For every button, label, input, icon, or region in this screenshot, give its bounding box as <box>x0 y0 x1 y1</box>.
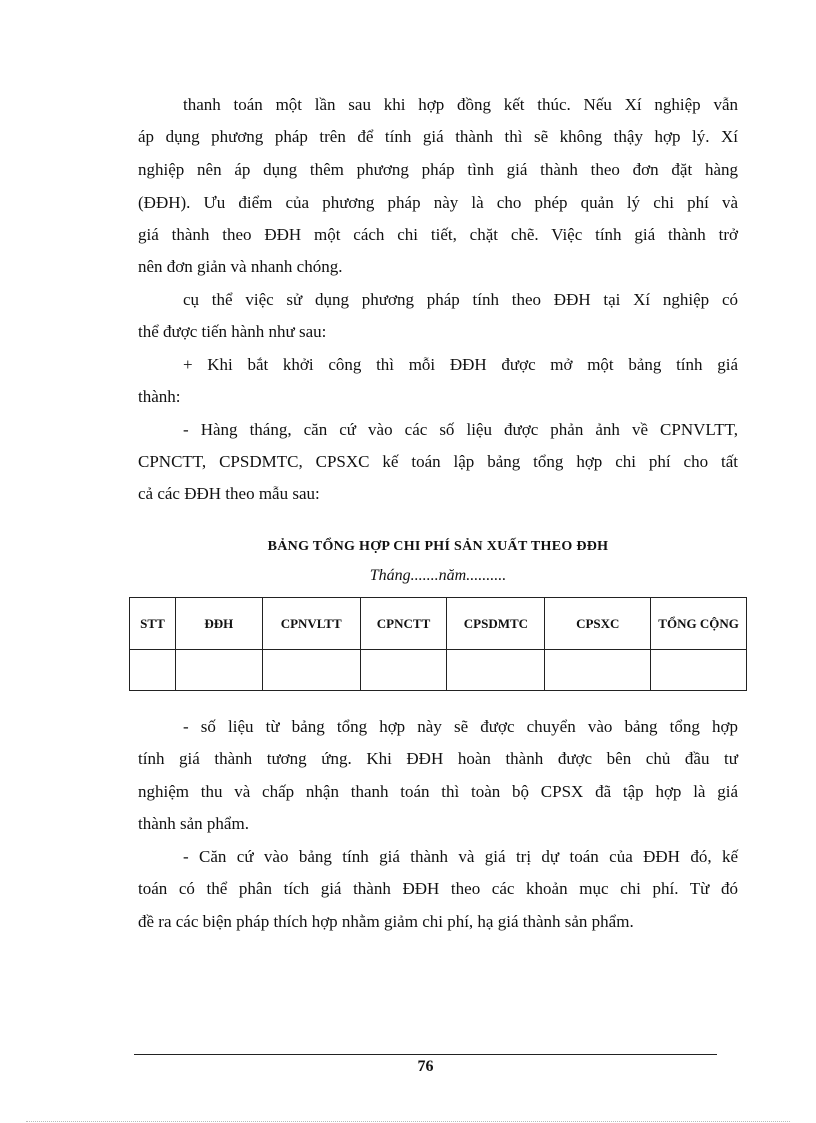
footer-rule <box>134 1054 717 1055</box>
text-line: thể được tiến hành như sau: <box>138 322 327 341</box>
text-line: (ĐĐH). Ưu điểm của phương pháp này là cho phép quản lý chi phí và <box>138 193 738 212</box>
table-cell <box>130 650 176 691</box>
table-cell <box>262 650 360 691</box>
header-cpnctt: CPNCTT <box>360 598 447 650</box>
header-cpnvltt: CPNVLTT <box>262 598 360 650</box>
text-line: CPNCTT, CPSDMTC, CPSXC kế toán lập bảng tổng hợp chi phí cho tất <box>138 452 738 471</box>
text-line: toán có thể phân tích giá thành ĐĐH theo các khoản mục chi phí. Từ đó <box>138 879 738 898</box>
text-line: thành sản phẩm. <box>138 814 249 833</box>
text-line: nên đơn giản và nhanh chóng. <box>138 257 343 276</box>
text-line: - Hàng tháng, căn cứ vào các số liệu được phản ảnh về CPNVLTT, <box>183 420 738 439</box>
text-line: - số liệu từ bảng tổng hợp này sẽ được chuyển vào bảng tổng hợp <box>183 717 738 736</box>
header-stt: STT <box>130 598 176 650</box>
text-line: - Căn cứ vào bảng tính giá thành và giá trị dự toán của ĐĐH đó, kế <box>183 847 738 866</box>
text-line: giá thành theo ĐĐH một cách chi tiết, chặt chẽ. Việc tính giá thành trở <box>138 225 738 244</box>
table-title: BẢNG TỔNG HỢP CHI PHÍ SẢN XUẤT THEO ĐĐH <box>267 539 609 554</box>
table-row <box>130 650 747 691</box>
header-cpsdmtc: CPSDMTC <box>447 598 545 650</box>
table-cell <box>651 650 747 691</box>
page-number: 76 <box>417 1058 434 1075</box>
text-line: cả các ĐĐH theo mẫu sau: <box>138 484 320 503</box>
table-cell <box>360 650 447 691</box>
text-line: nghiệp nên áp dụng thêm phương pháp tình giá thành theo đơn đặt hàng <box>138 160 738 179</box>
table-subtitle: Tháng.......năm.......... <box>369 567 507 584</box>
text-line: đề ra các biện pháp thích hợp nhằm giảm chi phí, hạ giá thành sản phẩm. <box>138 912 634 931</box>
header-cpsxc: CPSXC <box>545 598 651 650</box>
table-cell <box>447 650 545 691</box>
header-ddh: ĐĐH <box>175 598 262 650</box>
text-line: cụ thể việc sử dụng phương pháp tính theo ĐĐH tại Xí nghiệp có <box>183 290 738 309</box>
text-line: thanh toán một lần sau khi hợp đồng kết thúc. Nếu Xí nghiệp vẫn <box>183 95 738 114</box>
table-header-row <box>130 598 747 650</box>
table-cell <box>175 650 262 691</box>
text-line: + Khi bắt khởi công thì mỗi ĐĐH được mở một bảng tính giá <box>183 355 738 374</box>
text-line: nghiệm thu và chấp nhận thanh toán thì toàn bộ CPSX đã tập hợp là giá <box>138 782 738 801</box>
table-cell <box>545 650 651 691</box>
text-line: áp dụng phương pháp trên để tính giá thành thì sẽ không thậy hợp lý. Xí <box>138 127 738 146</box>
text-line: tính giá thành tương ứng. Khi ĐĐH hoàn thành được bên chủ đầu tư <box>138 749 738 768</box>
text-line: thành: <box>138 387 181 406</box>
page-edge-divider <box>26 1121 790 1122</box>
header-tong-cong: TỔNG CỘNG <box>651 598 747 650</box>
cost-summary-table <box>129 597 747 691</box>
